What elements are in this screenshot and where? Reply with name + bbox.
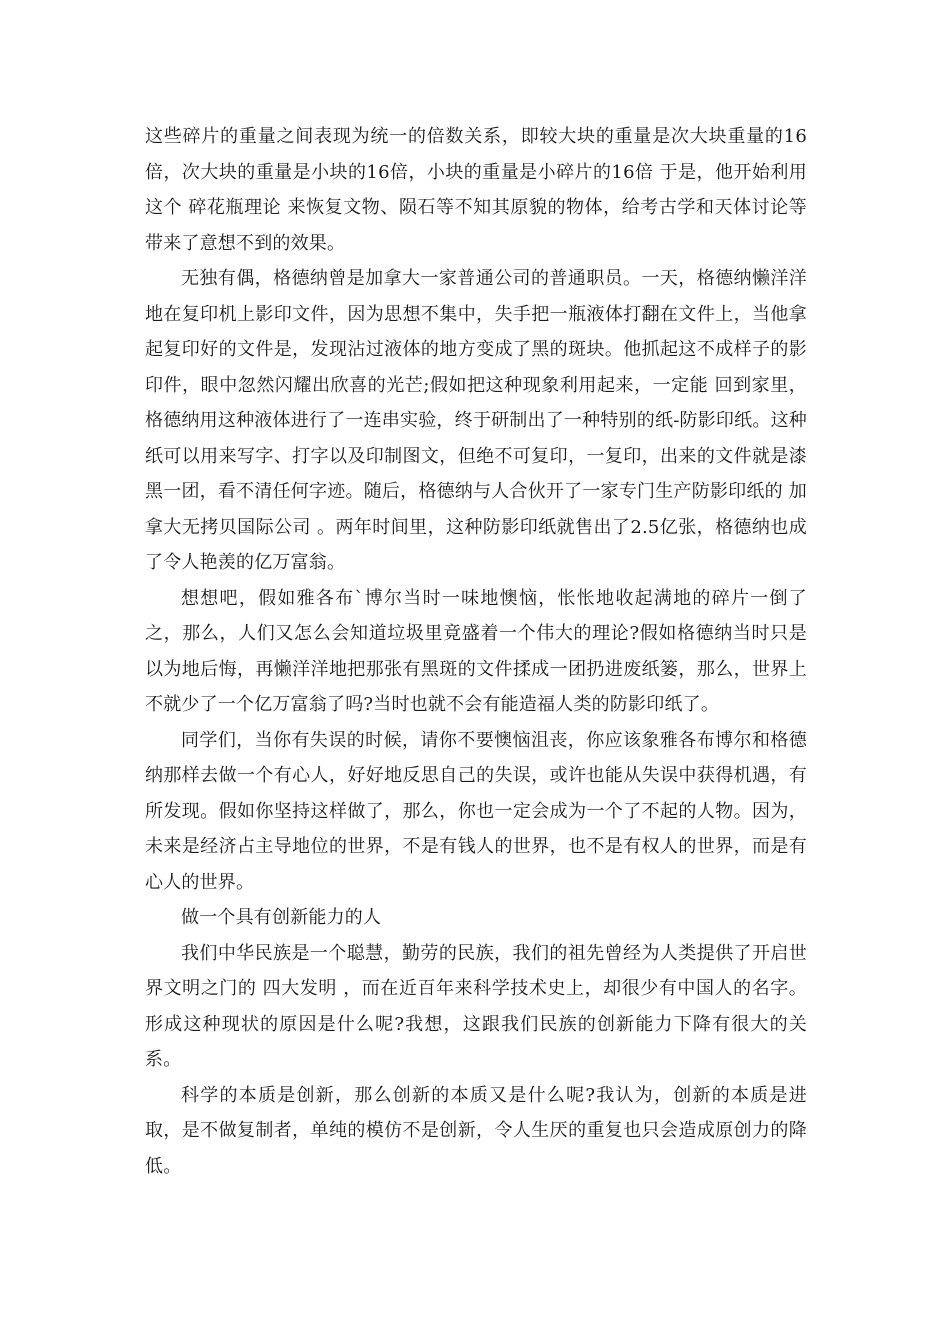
- section-heading: 做一个具有创新能力的人: [181, 907, 382, 928]
- document-body: [145, 119, 807, 1184]
- paragraph-3: 想想吧，假如雅各布`博尔当时一味地懊恼，怅怅地收起满地的碎片一倒了之，那么，人们又怎么会知道垃圾里竟盛着一个伟大的理论?假如格德纳当时只是以为地后悔，再懒洋洋地把那张有黑斑的文件揉成一团扔进废纸篓，那么，世界上不就少了一个亿万富翁了吗?当时也就不会有能造福人类的防影印纸了。: [145, 587, 807, 715]
- paragraph-1: 这些碎片的重量之间表现为统一的倍数关系，即较大块的重量是次大块重量的16倍，次大块的重量是小块的16倍，小块的重量是小碎片的16倍 于是，他开始利用这个 碎花瓶理论 来恢复文物、陨石等不知其原貌的物体，给考古学和天体讨论等带来了意想不到的效果。: [145, 126, 807, 254]
- paragraph-5: 我们中华民族是一个聪慧，勤劳的民族，我们的祖先曾经为人类提供了开启世界文明之门的 四大发明 ，而在近百年来科学技术史上，却很少有中国人的名字。形成这种现状的原因是什么呢?我想，这跟我们民族的创新能力下降有很大的关系。: [145, 942, 807, 1070]
- paragraph-4: 同学们，当你有失误的时候，请你不要懊恼沮丧，你应该象雅各布博尔和格德纳那样去做一个有心人，好好地反思自己的失误，或许也能从失误中获得机遇，有所发现。假如你坚持这样做了，那么，你也一定会成为一个了不起的人物。因为，未来是经济占主导地位的世界，不是有钱人的世界，也不是有权人的世界，而是有心人的世界。: [145, 729, 807, 893]
- paragraph-2: 无独有偶，格德纳曾是加拿大一家普通公司的普通职员。一天，格德纳懒洋洋地在复印机上影印文件，因为思想不集中，失手把一瓶液体打翻在文件上，当他拿起复印好的文件是，发现沾过液体的地方变成了黑的斑块。他抓起这不成样子的影印件，眼中忽然闪耀出欣喜的光芒;假如把这种现象利用起来，一定能 回到家里，格德纳用这种液体进行了一连串实验，终于研制出了一种特别的纸-防影印纸。这种纸可以用来写字、打字以及印制图文，但绝不可复印，一复印，出来的文件就是漆黑一团，看不清任何字迹。随后，格德纳与人合伙开了一家专门生产防影印纸的 加拿大无拷贝国际公司 。两年时间里，这种防影印纸就售出了2.5亿张，格德纳也成了令人艳羡的亿万富翁。: [145, 268, 807, 573]
- paragraph-6: 科学的本质是创新，那么创新的本质又是什么呢?我认为，创新的本质是进取，是不做复制者，单纯的模仿不是创新，令人生厌的重复也只会造成原创力的降低。: [145, 1084, 807, 1177]
